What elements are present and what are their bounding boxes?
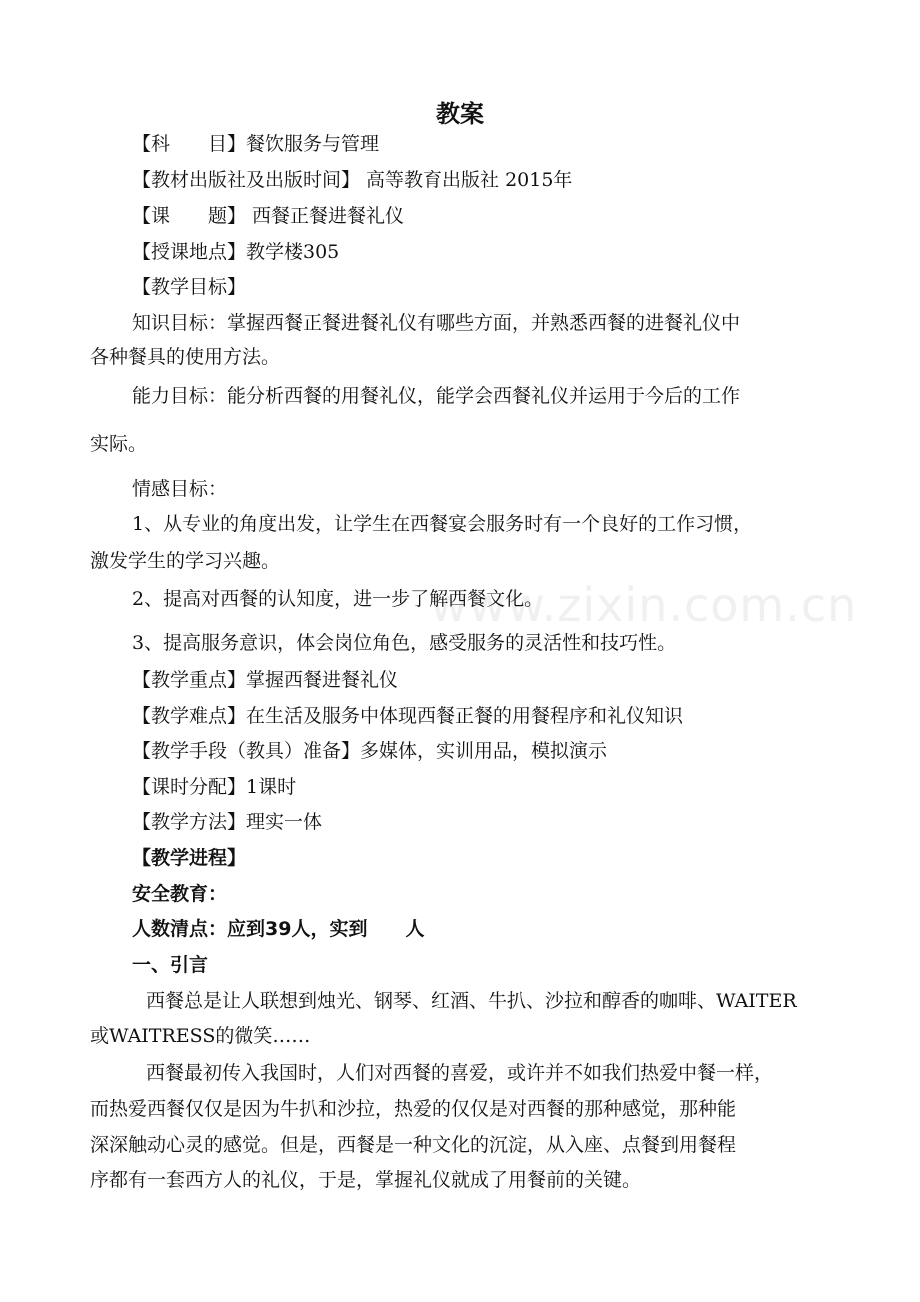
key-point-line: 【教学重点】掌握西餐进餐礼仪 [132, 669, 399, 691]
intro-para1-line2: 或WAITRESS的微笑…… [90, 1025, 311, 1047]
location-line: 【授课地点】教学楼305 [132, 241, 340, 263]
class-hours-line: 【课时分配】1课时 [132, 776, 297, 798]
emotion-goal-1-line2: 激发学生的学习兴趣。 [90, 550, 281, 572]
safety-heading: 安全教育： [132, 883, 228, 905]
document-title: 教案 [436, 100, 484, 128]
intro-heading: 一、引言 [132, 954, 209, 976]
ability-goal-line1: 能力目标：能分析西餐的用餐礼仪，能学会西餐礼仪并运用于今后的工作 [132, 385, 741, 407]
knowledge-goal-line1: 知识目标：掌握西餐正餐进餐礼仪有哪些方面，并熟悉西餐的进餐礼仪中 [132, 312, 741, 334]
emotion-goal-3: 3、提高服务意识，体会岗位角色，感受服务的灵活性和技巧性。 [132, 632, 677, 654]
intro-para1-line1: 西餐总是让人联想到烛光、钢琴、红酒、牛扒、沙拉和醇香的咖啡、WAITER [146, 990, 797, 1012]
emotion-goal-heading: 情感目标： [132, 478, 228, 500]
publisher-line: 【教材出版社及出版时间】 高等教育出版社 2015年 [132, 169, 573, 191]
emotion-goal-1-line1: 1、从专业的角度出发，让学生在西餐宴会服务时有一个良好的工作习惯， [132, 513, 753, 535]
intro-para2-line2: 而热爱西餐仅仅是因为牛扒和沙拉，热爱的仅仅是对西餐的那种感觉，那种能 [90, 1098, 737, 1120]
emotion-goal-2: 2、提高对西餐的认知度，进一步了解西餐文化。 [132, 588, 544, 610]
topic-line: 【课 题】 西餐正餐进餐礼仪 [132, 205, 405, 227]
teaching-method-line: 【教学方法】理实一体 [132, 811, 323, 833]
difficulty-line: 【教学难点】在生活及服务中体现西餐正餐的用餐程序和礼仪知识 [132, 705, 684, 727]
knowledge-goal-line2: 各种餐具的使用方法。 [90, 346, 281, 368]
objectives-heading: 【教学目标】 [132, 276, 247, 298]
ability-goal-line2: 实际。 [90, 433, 148, 455]
process-heading: 【教学进程】 [132, 847, 247, 869]
attendance-line: 人数清点：应到39人，实到 人 [132, 918, 425, 940]
teaching-aids-line: 【教学手段（教具）准备】多媒体，实训用品，模拟演示 [132, 740, 608, 762]
intro-para2-line1: 西餐最初传入我国时，人们对西餐的喜爱，或许并不如我们热爱中餐一样， [146, 1062, 774, 1084]
subject-line: 【科 目】餐饮服务与管理 [132, 133, 380, 155]
intro-para2-line3: 深深触动心灵的感觉。但是，西餐是一种文化的沉淀，从入座、点餐到用餐程 [90, 1134, 737, 1156]
intro-para2-line4: 序都有一套西方人的礼仪，于是，掌握礼仪就成了用餐前的关键。 [90, 1169, 642, 1191]
watermark: www.zixin.com.cn [430, 578, 858, 632]
